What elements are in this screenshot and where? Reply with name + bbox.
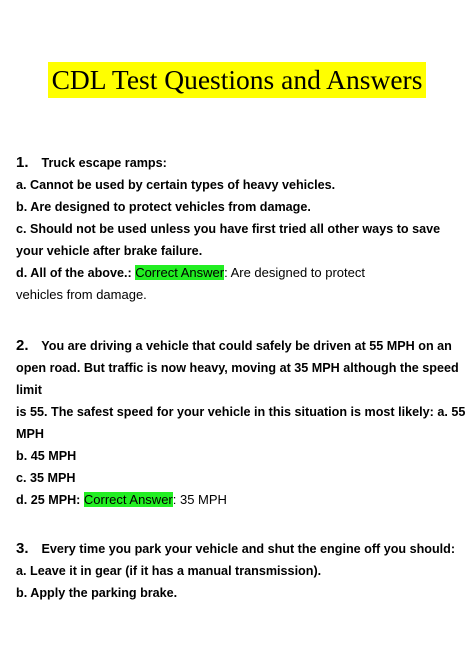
question-1-option-c: c. Should not be used unless you have first tried all other ways to save: [16, 222, 441, 236]
question-1: [16, 152, 466, 306]
question-1-option-c-cont: your vehicle after brake failure.: [16, 244, 203, 258]
question-2-option-d-text: d. 25 MPH:: [16, 493, 81, 507]
question-3: [16, 538, 466, 604]
question-2-line: MPH: [16, 427, 44, 441]
correct-answer-highlight: Correct Answer: [83, 492, 173, 507]
question-1-option-a: a. Cannot be used by certain types of heavy vehicles.: [16, 178, 336, 192]
question-1-option-b: b. Are designed to protect vehicles from damage.: [16, 200, 311, 214]
question-2-option-c: c. 35 MPH: [16, 471, 76, 485]
question-1-answer: : Are designed to protect: [224, 265, 365, 280]
question-2-line: open road. But traffic is now heavy, moving at 35 MPH although the speed: [16, 361, 459, 375]
question-2-prompt: You are driving a vehicle that could safely be driven at 55 MPH on an: [41, 339, 452, 353]
question-3-option-b: b. Apply the parking brake.: [16, 586, 178, 600]
question-1-prompt: Truck escape ramps:: [41, 156, 167, 170]
question-3-option-a: a. Leave it in gear (if it has a manual transmission).: [16, 564, 322, 578]
correct-answer-highlight: Correct Answer: [135, 265, 225, 280]
question-2-header: [16, 335, 466, 357]
question-3-header: [16, 538, 466, 560]
question-2-line: is 55. The safest speed for your vehicle in this situation is most likely: a. 55: [16, 405, 466, 419]
question-3-number: 3.: [16, 540, 29, 557]
question-3-prompt: Every time you park your vehicle and shut the engine off you should:: [41, 542, 456, 556]
question-2: [16, 335, 466, 511]
question-1-option-d-text: d. All of the above.:: [16, 266, 132, 280]
question-1-number: 1.: [16, 154, 29, 171]
question-2-number: 2.: [16, 337, 29, 354]
title-container: [0, 62, 474, 98]
question-2-answer: : 35 MPH: [172, 492, 227, 507]
question-1-option-d: [16, 262, 466, 284]
question-1-header: [16, 152, 466, 174]
question-2-line: limit: [16, 383, 42, 397]
question-2-option-b: b. 45 MPH: [16, 449, 77, 463]
question-2-option-d: [16, 489, 466, 511]
question-1-answer-cont: vehicles from damage.: [16, 287, 147, 302]
page-title: CDL Test Questions and Answers: [48, 62, 427, 98]
